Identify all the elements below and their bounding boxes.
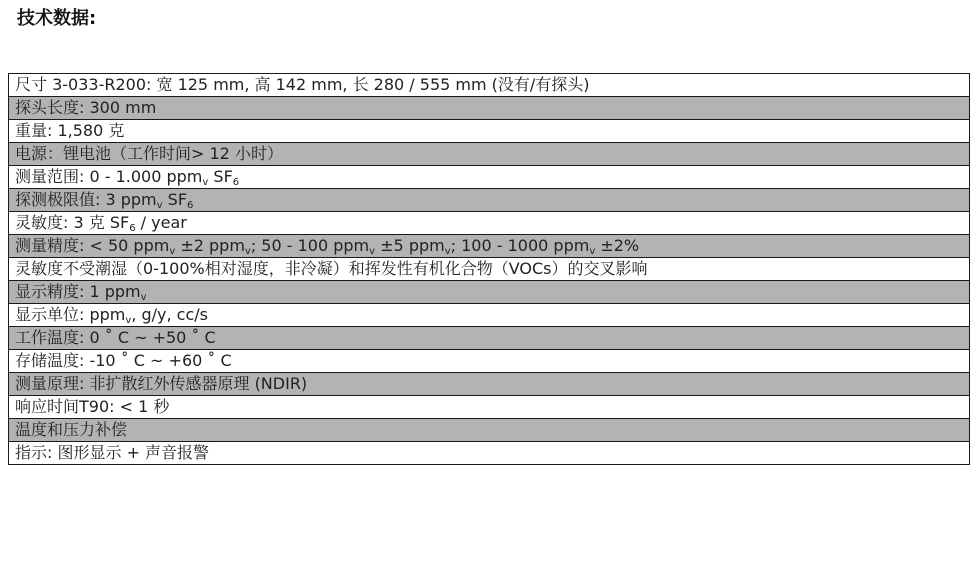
spec-row [9, 442, 970, 465]
spec-row [9, 281, 970, 304]
spec-row [9, 396, 970, 419]
spec-table [8, 73, 970, 465]
spec-text: 探测极限值: 3 ppm [15, 190, 157, 209]
spec-text: 灵敏度不受潮湿（0-100%相对湿度，非冷凝）和挥发性有机化合物（VOCs）的交叉影响 [15, 259, 648, 278]
spec-cell [9, 120, 970, 143]
spec-row [9, 97, 970, 120]
spec-row [9, 419, 970, 442]
spec-row [9, 258, 970, 281]
spec-text: ; 50 - 100 ppm [250, 236, 370, 255]
spec-text: 显示单位: ppm [15, 305, 126, 324]
subscript-text: v [444, 246, 451, 257]
spec-row [9, 166, 970, 189]
spec-row [9, 235, 970, 258]
spec-cell [9, 350, 970, 373]
subscript-text: v [156, 200, 163, 211]
spec-cell [9, 212, 970, 235]
spec-row [9, 327, 970, 350]
subscript-text: 6 [129, 223, 136, 234]
subscript-text: 6 [232, 177, 240, 188]
spec-row [9, 120, 970, 143]
spec-row [9, 74, 970, 97]
spec-text: 灵敏度: 3 克 SF [15, 213, 130, 232]
spec-cell [9, 97, 970, 120]
spec-cell [9, 327, 970, 350]
spec-text: 温度和压力补偿 [15, 420, 128, 439]
spec-text: / year [135, 213, 187, 232]
spec-text: 电源：锂电池（工作时间> 12 小时） [15, 144, 283, 163]
spec-text: 重量: 1,580 克 [15, 121, 125, 140]
spec-text: ±5 ppm [375, 236, 445, 255]
subscript-text: v [369, 246, 376, 257]
spec-cell [9, 419, 970, 442]
spec-text: 探头长度: 300 mm [15, 98, 157, 117]
spec-text: ±2 ppm [175, 236, 245, 255]
spec-table-body [9, 74, 970, 465]
spec-cell [9, 281, 970, 304]
spec-cell [9, 258, 970, 281]
spec-text: 指示: 图形显示 + 声音报警 [15, 443, 210, 462]
spec-text: 工作温度: 0 ˚ C ~ +50 ˚ C [15, 328, 216, 347]
subscript-text: v [125, 315, 132, 326]
spec-cell [9, 304, 970, 327]
subscript-text: v [244, 246, 251, 257]
spec-row [9, 189, 970, 212]
subscript-text: v [202, 177, 209, 188]
spec-text: SF [162, 190, 188, 209]
spec-cell [9, 143, 970, 166]
subscript-text: 6 [187, 200, 194, 211]
spec-text: 测量精度: < 50 ppm [15, 236, 170, 255]
spec-text: , g/y, cc/s [131, 305, 208, 324]
page-title: 技术数据: [17, 8, 97, 29]
spec-cell [9, 74, 970, 97]
spec-row [9, 373, 970, 396]
spec-cell [9, 373, 970, 396]
spec-text: 显示精度: 1 ppm [15, 282, 141, 301]
spec-row [9, 143, 970, 166]
subscript-text: v [169, 246, 176, 257]
spec-cell [9, 442, 970, 465]
spec-row [9, 304, 970, 327]
spec-text: 响应时间T90: < 1 秒 [15, 397, 170, 416]
spec-text: ±2% [595, 236, 640, 255]
spec-text: SF [208, 167, 233, 186]
spec-row [9, 350, 970, 373]
spec-text: 测量范围: 0 - 1.000 ppm [15, 167, 203, 186]
spec-text: 存储温度: -10 ˚ C ~ +60 ˚ C [15, 351, 232, 370]
spec-cell [9, 235, 970, 258]
spec-cell [9, 166, 970, 189]
subscript-text: v [140, 292, 147, 303]
spec-row [9, 212, 970, 235]
spec-text: 测量原理: 非扩散红外传感器原理 (NDIR) [15, 374, 308, 393]
subscript-text: v [589, 246, 596, 257]
spec-text: 尺寸 3-033-R200: 宽 125 mm, 高 142 mm, 长 280 / 555 mm (没有/有探头) [15, 75, 590, 94]
spec-text: ; 100 - 1000 ppm [450, 236, 590, 255]
spec-cell [9, 396, 970, 419]
spec-cell [9, 189, 970, 212]
